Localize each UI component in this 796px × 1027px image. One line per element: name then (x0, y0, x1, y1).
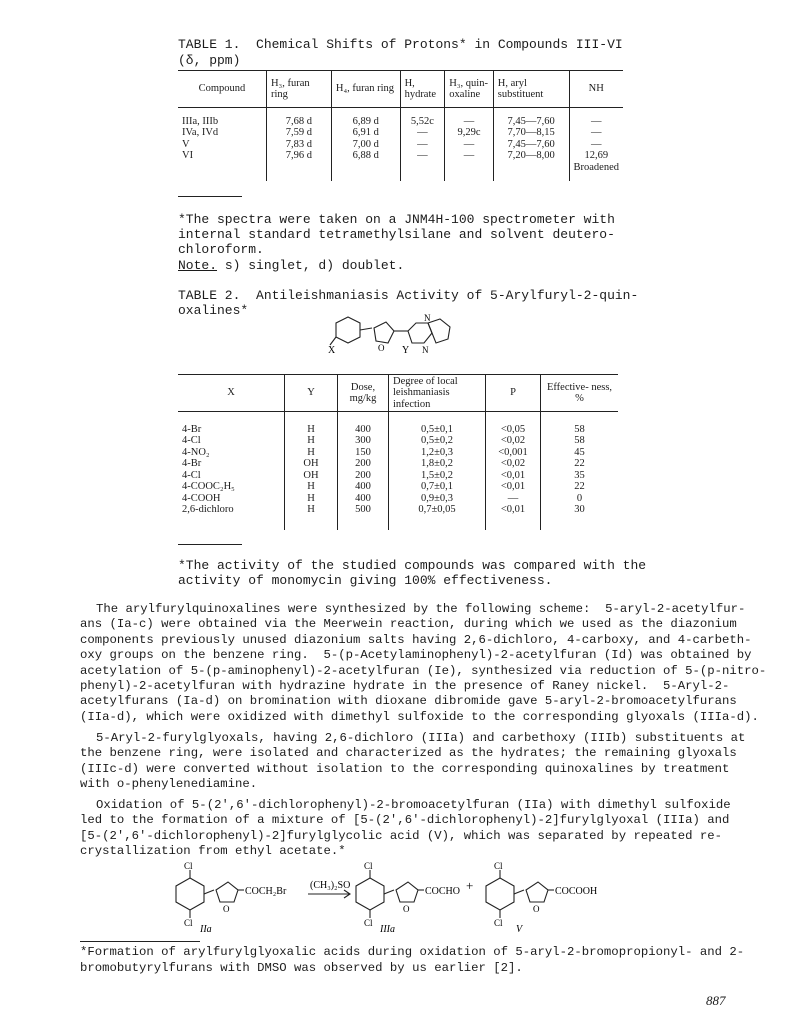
text-line: (IIIc-d) were converted without isolation to the corresponding quinoxalines by treatment (80, 761, 730, 776)
benzene-ring (336, 317, 360, 343)
compound-IIa (176, 870, 244, 918)
pyrazine-ring (408, 323, 432, 343)
table2-footnote-rule (178, 544, 242, 545)
table1-header-row (178, 71, 623, 108)
table2-cell: 0 (541, 493, 619, 505)
table2-cell: <0,02 (486, 458, 541, 470)
table1-cell: 9,29c (445, 127, 493, 139)
struct-label: N (422, 345, 429, 355)
table2-cell: 1,8±0,2 (389, 458, 486, 470)
table1-header-cell: H₃, quin- oxaline (445, 71, 493, 108)
table2-row (178, 447, 618, 459)
compound-label: V (516, 924, 523, 935)
page-number: 887 (706, 993, 726, 1008)
table2-cell: 4-Br (182, 423, 202, 435)
table1-footnote-line3: chloroform. (178, 242, 264, 257)
table1-cell: 7,83 d (266, 139, 331, 151)
table2-cell: OH (285, 458, 338, 470)
table1-cell: 7,68 d (266, 116, 331, 128)
substituent-label: Cl (494, 861, 503, 871)
table2-cell: 4-COOC₂H₅ (182, 481, 235, 492)
table2-row (178, 458, 618, 470)
table2-cell: 2,6-dichloro (182, 504, 234, 515)
table1-header-cell: H, hydrate (400, 71, 445, 108)
table2-cell: 0,7±0,1 (389, 481, 486, 493)
footnote-line2: bromobutyrylfurans with DMSO was observed by us earlier [2]. (80, 961, 523, 975)
reagent-label: (CH₃)₂SO (310, 880, 351, 891)
table1-row (178, 150, 623, 162)
table1-nh-note: Broadened (569, 162, 623, 182)
table2-cell: 0,5±0,2 (389, 435, 486, 447)
text-line: acetylation of 5-(p-aminophenyl)-2-acetylfuran (Ie), synthesized via reduction of 5-(p-nitro- (80, 663, 767, 678)
text-line: ans (Ia-c) were obtained via the Meerwein reaction, during which we used as the diazonium (80, 617, 737, 632)
text-line: Oxidation of 5-(2',6'-dichlorophenyl)-2-bromoacetylfuran (IIa) with dimethyl sulfoxide (96, 798, 731, 812)
reaction-scheme (170, 860, 640, 936)
table2-cell: 0,7±0,05 (389, 504, 486, 516)
text-line: the benzene ring, were isolated and characterized as the hydrates; the remaining glyoxals (80, 746, 737, 761)
table2-cell: <0,01 (486, 481, 541, 493)
table2-cell: 58 (541, 424, 619, 436)
table1-cell: IVa, IVd (182, 127, 219, 138)
table2-cell: <0,01 (486, 504, 541, 516)
table2-cell: 1,2±0,3 (389, 447, 486, 459)
note-label: Note. (178, 258, 218, 273)
ring-atom-label: O (533, 904, 540, 914)
table1-cell: V (182, 138, 190, 150)
table1-cell: — (400, 127, 445, 139)
table1-cell: IIIa, IIIb (182, 115, 219, 127)
table2-header-cell: Degree of local leishmaniasis infection (389, 375, 486, 412)
table1-cell: 12,69 (569, 150, 623, 162)
text-line: The arylfurylquinoxalines were synthesized by the following scheme: 5-aryl-2-acetylfur- (96, 602, 746, 616)
table2-cell: H (285, 504, 338, 516)
table1-cell: 6,88 d (331, 150, 400, 162)
table1-header-cell: Compound (178, 71, 266, 108)
table1-footnote-line1: *The spectra were taken on a JNM4H-100 spectrometer with (178, 212, 615, 227)
footnote-line1: *Formation of arylfurylglyoxalic acids during oxidation of 5-aryl-2-bromopropionyl- and 2- (80, 945, 745, 959)
furan-ring (374, 322, 394, 343)
paragraph-1 (80, 602, 766, 725)
table1-title-line1: TABLE 1. Chemical Shifts of Protons* in Compounds III-VI (178, 37, 623, 52)
table1-cell: 7,45—7,60 (493, 116, 569, 128)
compound-label: IIa (200, 924, 212, 935)
table1-cell: — (445, 150, 493, 162)
table2-row (178, 493, 618, 505)
table1-cell: — (445, 116, 493, 128)
table2-cell: H (285, 424, 338, 436)
table2-cell: 22 (541, 481, 619, 493)
struct-label: O (378, 343, 385, 353)
compound-IIIa (356, 870, 424, 918)
table1-cell: 7,96 d (266, 150, 331, 162)
table1-row (178, 116, 623, 128)
table2-cell: <0,01 (486, 470, 541, 482)
table2-cell: 150 (338, 447, 389, 459)
table1-cell: 5,52c (400, 116, 445, 128)
table2-row (178, 424, 618, 436)
note-text: s) singlet, d) doublet. (217, 258, 405, 273)
table1-cell: — (400, 139, 445, 151)
group-label: COCHO (425, 886, 461, 897)
table1-cell: VI (182, 150, 194, 161)
table2-header-cell: Dose, mg/kg (338, 375, 389, 412)
table2-row (178, 481, 618, 493)
table2-header-cell: P (486, 375, 541, 412)
text-line: crystallization from ethyl acetate.* (80, 844, 346, 859)
table2-header-row (178, 375, 618, 412)
table2-cell: H (285, 435, 338, 447)
group-label: COCOOH (555, 886, 598, 897)
table2-cell: <0,001 (486, 447, 541, 459)
table2-cell: 1,5±0,2 (389, 470, 486, 482)
table2-header-cell: Effective- ness, % (541, 375, 619, 412)
table1-note (178, 258, 404, 274)
reaction-arrow (308, 890, 350, 898)
table2-row (178, 516, 618, 530)
table2-cell: H (285, 481, 338, 493)
paragraph-3 (80, 798, 731, 860)
table2-cell: 4-Cl (182, 469, 201, 481)
group-label: COCH₂Br (245, 886, 287, 897)
table2-cell: 4-COOH (182, 492, 221, 504)
table2-cell: 400 (338, 493, 389, 505)
table1-header-cell: H₃, furan ring (266, 71, 331, 108)
text-line: acetylfurans (Ia-d) on bromination with dioxane dibromide gave 5-aryl-2-bromoacetylfurans (80, 694, 737, 709)
table2-cell: 400 (338, 481, 389, 493)
table2-header-cell: Y (285, 375, 338, 412)
text-line: with o-phenylenediamine. (80, 777, 258, 792)
table2-cell: <0,05 (486, 424, 541, 436)
table2-cell: 200 (338, 458, 389, 470)
table2-cell: 0,5±0,1 (389, 424, 486, 436)
compound-V (486, 870, 554, 918)
text-line: components previously unused diazonium salts having 2,6-dichloro, 4-carboxy, and 4-carbeth- (80, 632, 752, 647)
text-line: 5-Aryl-2-furylglyoxals, having 2,6-dichloro (IIIa) and carbethoxy (IIIb) substituents at (96, 731, 746, 745)
table2-cell: 35 (541, 470, 619, 482)
table1-header-cell: H₄, furan ring (331, 71, 400, 108)
substituent-label: Cl (184, 861, 193, 871)
table1-cell: 7,45—7,60 (493, 139, 569, 151)
table1-cell: 6,89 d (331, 116, 400, 128)
table1-cell: 6,91 d (331, 127, 400, 139)
struct-label: N (424, 313, 431, 323)
ring-atom-label: O (403, 904, 410, 914)
table2-cell: 45 (541, 447, 619, 459)
substituent-label: Cl (364, 918, 373, 928)
table2-body (178, 424, 618, 516)
table2-cell: 4-Br (182, 458, 202, 469)
table2-cell: H (285, 447, 338, 459)
table1 (178, 70, 623, 181)
table2-cell: 4-NO₂ (182, 446, 210, 458)
table2 (178, 374, 618, 530)
table2-cell: H (285, 493, 338, 505)
table2-title-line2: oxalines* (178, 303, 249, 318)
table2-cell: 0,9±0,3 (389, 493, 486, 505)
table2-cell: 200 (338, 470, 389, 482)
table1-header-cell: H, aryl substituent (493, 71, 569, 108)
table2-cell: 58 (541, 435, 619, 447)
struct-label: Y (402, 345, 410, 356)
ring-atom-label: O (223, 904, 230, 914)
table1-row (178, 108, 623, 116)
table1-cell: 7,70—8,15 (493, 127, 569, 139)
table2-cell: 22 (541, 458, 619, 470)
table1-header-cell: NH (569, 71, 623, 108)
table2-header-cell: X (178, 375, 285, 412)
quinoxaline-structure (328, 311, 468, 361)
fused-benzene-ring (428, 319, 450, 343)
table2-cell: 500 (338, 504, 389, 516)
table2-cell: 4-Cl (182, 435, 201, 446)
substituent-label: Cl (364, 861, 373, 871)
table2-cell: OH (285, 470, 338, 482)
table2-cell: — (486, 493, 541, 505)
table1-cell: — (400, 150, 445, 162)
table1-cell: 7,00 d (331, 139, 400, 151)
table2-footnote-line2: activity of monomycin giving 100% effectiveness. (178, 573, 553, 588)
table2-cell: 300 (338, 435, 389, 447)
compound-label: IIIa (380, 924, 395, 935)
table2-cell: <0,02 (486, 435, 541, 447)
text-line: led to the formation of a mixture of [5-(2',6'-dichlorophenyl)-2]furylglyoxal (IIIa) and (80, 813, 730, 828)
text-line: oxy groups on the benzene ring. 5-(p-Acetylaminophenyl)-2-acetylfuran (Id) was obtained by (80, 648, 752, 663)
text-line: [5-(2',6'-dichlorophenyl)-2]furylglycolic acid (V), which was separated by repeated re- (80, 828, 723, 843)
table1-title-line2: (δ, ppm) (178, 53, 241, 68)
table2-row (178, 470, 618, 482)
table1-cell: — (569, 127, 623, 139)
table2-cell: 30 (541, 504, 619, 516)
table1-row (178, 127, 623, 139)
table1-cell: — (445, 139, 493, 151)
table2-row (178, 435, 618, 447)
substituent-label: Cl (184, 918, 193, 928)
table1-cell: 7,59 d (266, 127, 331, 139)
table1-row (178, 139, 623, 151)
table1-row (178, 162, 623, 182)
plus-sign: + (466, 878, 474, 893)
table1-cell: 7,20—8,00 (493, 150, 569, 162)
text-line: phenyl)-2-acetylfuran with hydrazine hydrate in the presence of Raney nickel. 5-Aryl-2- (80, 679, 730, 694)
table2-title-line1: TABLE 2. Antileishmaniasis Activity of 5-Arylfuryl-2-quin- (178, 288, 639, 303)
text-line: (IIa-d), which were oxidized with dimethyl sulfoxide to the corresponding glyoxals (IIIa-d). (80, 709, 759, 724)
footnote-rule (80, 941, 200, 942)
table1-cell: — (569, 139, 623, 151)
substituent-label: Cl (494, 918, 503, 928)
struct-label: X (328, 345, 336, 356)
table2-cell: 400 (338, 424, 389, 436)
table2-footnote-line1: *The activity of the studied compounds was compared with the (178, 558, 647, 573)
table2-row (178, 412, 618, 424)
paragraph-2 (80, 731, 745, 793)
table1-footnote-line2: internal standard tetramethylsilane and solvent deutero- (178, 227, 615, 242)
table1-footnote-rule (178, 196, 242, 197)
table2-row (178, 504, 618, 516)
table1-cell: — (569, 116, 623, 128)
